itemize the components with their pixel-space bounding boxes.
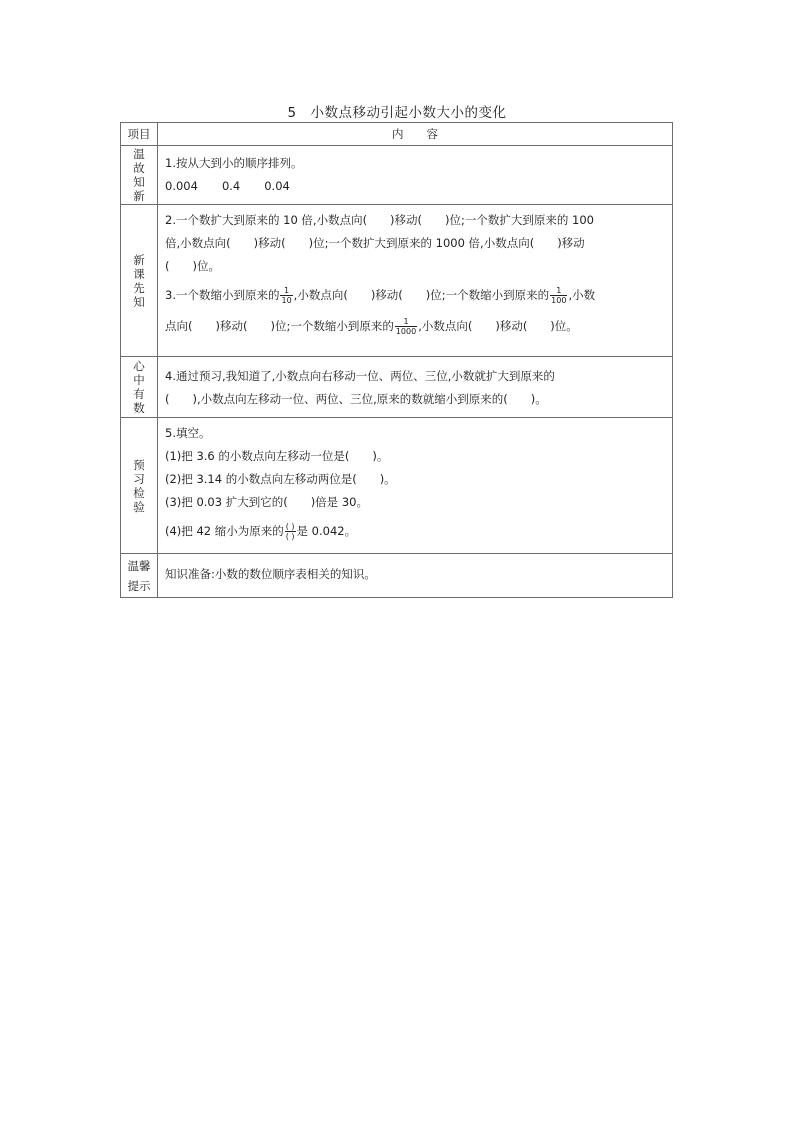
row-content [158,418,673,554]
row-content [158,357,673,418]
row-label: 温 故 知 新 [121,146,158,205]
row-preview [121,205,673,357]
table-header-row [121,123,673,146]
question-2-line-2: 倍,小数点向( )移动( )位;一个数扩大到原来的 1000 倍,小数点向( )移动 [165,236,585,250]
row-content [158,146,673,205]
question-4-line-2: ( ),小数点向左移动一位、两位、三位,原来的数就缩小到原来的( )。 [165,392,547,406]
worksheet-table [120,122,673,598]
question-3-line-1: 3.一个数缩小到原来的 $\frac{1}{10}$ ,小数点向( )移动( )位;一个数缩小到原来的 $\frac{1}{100}$ ,小数 [165,286,596,305]
row-practice [121,418,673,554]
question-5-4: (4)把 42 缩小为原来的 $\frac{( )}{( )}$ 是 0.042。 [165,522,357,541]
row-summary [121,357,673,418]
row-label: 温馨 提示 [121,554,158,598]
fraction: $\frac{1}{10}$ [281,286,292,305]
question-4-line-1: 4.通过预习,我知道了,小数点向右移动一位、两位、三位,小数就扩大到原来的 [165,369,555,383]
fraction: $\frac{1}{1000}$ [395,317,417,336]
question-5-1: (1)把 3.6 的小数点向左移动一位是( )。 [165,449,389,463]
page-title: 5 小数点移动引起小数大小的变化 [287,105,507,121]
fraction: $\frac{1}{100}$ [551,286,567,305]
row-label: 心 中 有 数 [121,357,158,418]
question-2-line-3: ( )位。 [165,259,220,273]
row-review [121,146,673,205]
question-2-line-1: 2.一个数扩大到原来的 10 倍,小数点向( )移动( )位;一个数扩大到原来的 100 [165,213,594,227]
question-3-line-2: 点向( )移动( )位;一个数缩小到原来的 $\frac{1}{1000}$ ,小数点向( )移动( )位。 [165,317,578,336]
question-1: 1.按从大到小的顺序排列。 [165,156,303,170]
row-tip [121,554,673,598]
row-content [158,205,673,357]
number-list: 0.004 0.4 0.04 [165,179,290,193]
row-label: 预 习 检 验 [121,418,158,554]
question-5-2: (2)把 3.14 的小数点向左移动两位是( )。 [165,472,396,486]
question-5: 5.填空。 [165,426,211,440]
header-content: 内 容 [158,123,673,146]
header-item: 项目 [121,123,158,146]
fraction: $\frac{( )}{( )}$ [285,522,295,541]
row-label: 新 课 先 知 [121,205,158,357]
tip-text: 知识准备:小数的数位顺序表相关的知识。 [165,567,376,581]
question-5-3: (3)把 0.03 扩大到它的( )倍是 30。 [165,495,368,509]
row-content [158,554,673,598]
